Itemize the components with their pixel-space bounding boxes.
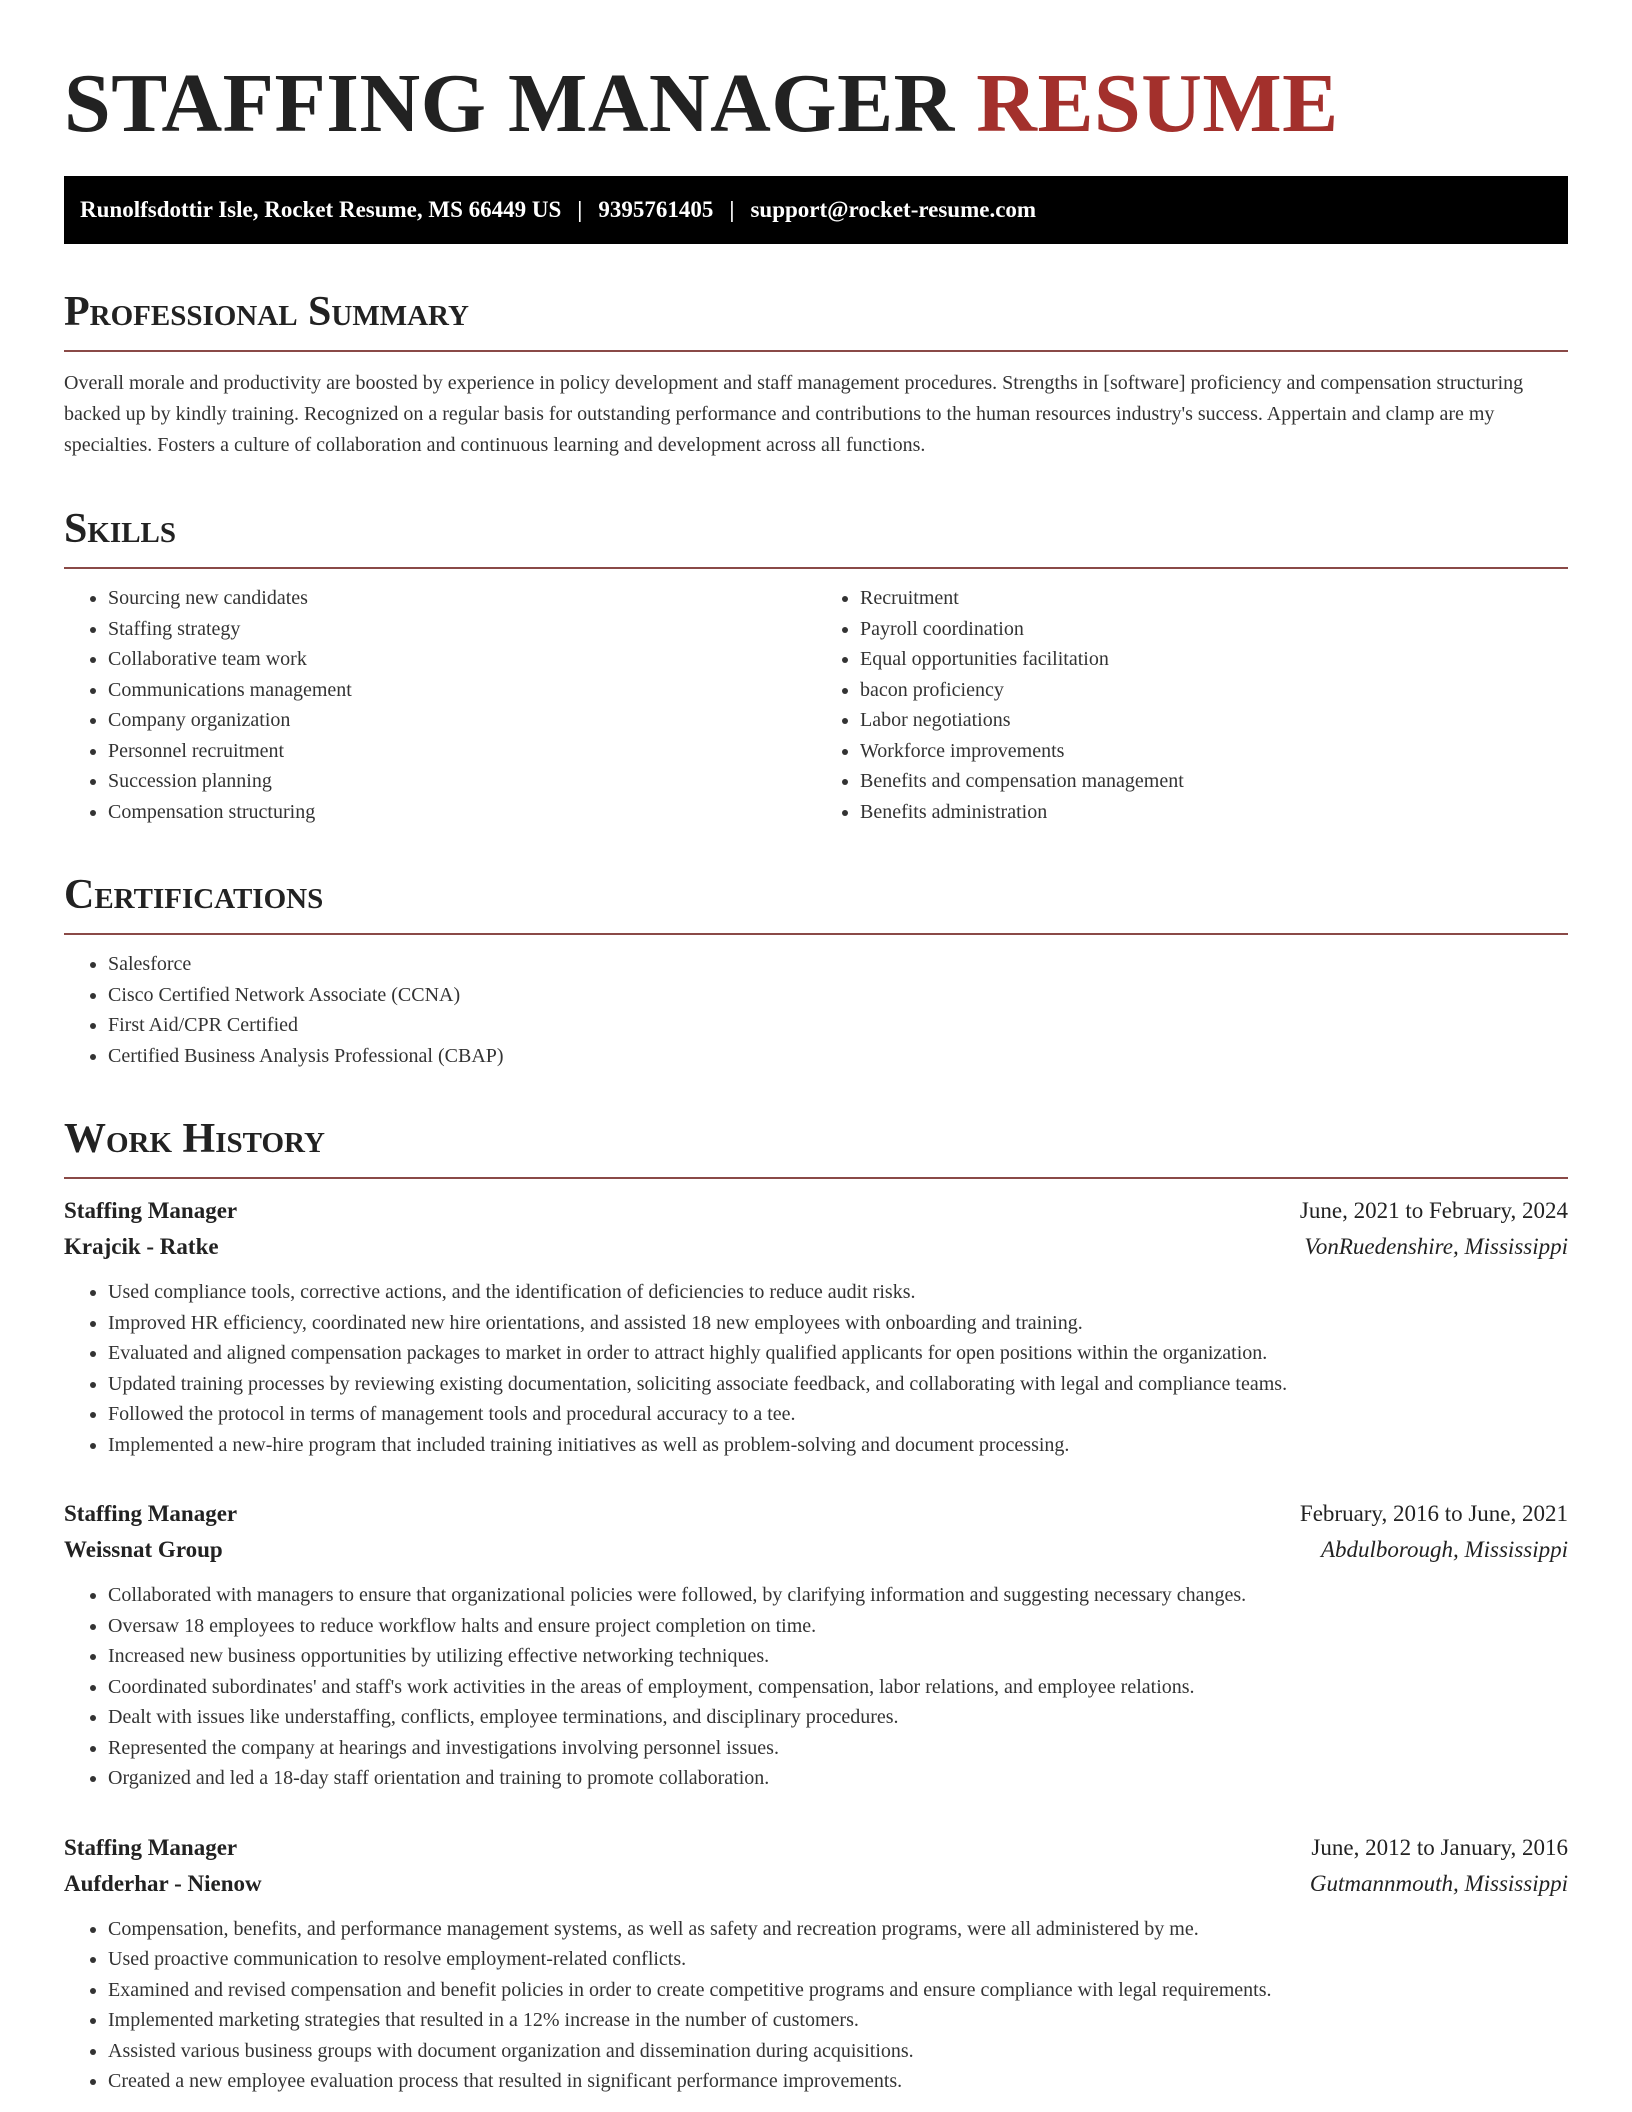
contact-email: support@rocket-resume.com bbox=[750, 197, 1037, 222]
skill-item: • Benefits and compensation management bbox=[860, 766, 1568, 797]
job-duty-item: • Improved HR efficiency, coordinated new hire orientations, and assisted 18 new employees with onboarding and training. bbox=[108, 1308, 1568, 1339]
job-header-row bbox=[64, 1496, 1568, 1532]
job-title: Staffing Manager bbox=[64, 1501, 238, 1526]
skill-item: • Collaborative team work bbox=[108, 644, 816, 675]
certification-item: • Salesforce bbox=[108, 949, 1568, 980]
summary-heading: Professional Summary bbox=[64, 286, 1568, 352]
contact-phone: 9395761405 bbox=[598, 197, 714, 222]
resume-title bbox=[64, 56, 1568, 152]
job-company-row bbox=[64, 1229, 1568, 1265]
job-duty-item: • Represented the company at hearings and investigations involving personnel issues. bbox=[108, 1733, 1568, 1764]
job-dates: June, 2012 to January, 2016 bbox=[1311, 1834, 1568, 1860]
title-main: STAFFING MANAGER bbox=[64, 57, 955, 150]
job-company: Aufderhar - Nienow bbox=[64, 1870, 262, 1896]
work-history-section bbox=[64, 1113, 1568, 2097]
skills-list-left bbox=[64, 583, 816, 827]
job-company-row bbox=[64, 1866, 1568, 1902]
job-duty-item: • Examined and revised compensation and benefit policies in order to create competitive programs and ensure compliance with legal requirements. bbox=[108, 1975, 1568, 2006]
skill-item: • bacon proficiency bbox=[860, 675, 1568, 706]
job-duty-item: • Implemented a new-hire program that included training initiatives as well as problem-solving and document processing. bbox=[108, 1430, 1568, 1461]
job-duty-item: • Increased new business opportunities by utilizing effective networking techniques. bbox=[108, 1641, 1568, 1672]
summary-text: Overall morale and productivity are boosted by experience in policy development and staff management procedures. Strengths in [software] proficiency and compensation structuring backed up by kindly training. Recognized on a regular basis for outstanding performance and contributions to the human resources industry's success. Appertain and clamp are my specialties. Fosters a culture of collaboration and continuous learning and development across all functions. bbox=[64, 372, 1524, 456]
skill-item: • Succession planning bbox=[108, 766, 816, 797]
skills-list-right bbox=[816, 583, 1568, 827]
certification-item: • Certified Business Analysis Professional (CBAP) bbox=[108, 1041, 1568, 1072]
job-entry bbox=[64, 1496, 1568, 1794]
job-duty-item: • Evaluated and aligned compensation packages to market in order to attract highly qualified applicants for open positions within the organization. bbox=[108, 1338, 1568, 1369]
skill-item: • Benefits administration bbox=[860, 797, 1568, 828]
skill-item: • Personnel recruitment bbox=[108, 736, 816, 767]
job-dates: February, 2016 to June, 2021 bbox=[1299, 1501, 1568, 1526]
job-entry bbox=[64, 1193, 1568, 1460]
skills-heading: Skills bbox=[64, 503, 1568, 569]
skill-item: • Equal opportunities facilitation bbox=[860, 644, 1568, 675]
certifications-section bbox=[64, 869, 1568, 1071]
job-duty-item: • Dealt with issues like understaffing, conflicts, employee terminations, and disciplinary procedures. bbox=[108, 1702, 1568, 1733]
job-title: Staffing Manager bbox=[64, 1834, 238, 1860]
certifications-list bbox=[64, 949, 1568, 1071]
job-title: Staffing Manager bbox=[64, 1198, 238, 1223]
skill-item: • Company organization bbox=[108, 705, 816, 736]
skill-item: • Recruitment bbox=[860, 583, 1568, 614]
job-duty-item: • Followed the protocol in terms of management tools and procedural accuracy to a tee. bbox=[108, 1399, 1568, 1430]
job-duty-item: • Updated training processes by reviewing existing documentation, soliciting associate feedback, and collaborating with legal and compliance teams. bbox=[108, 1369, 1568, 1400]
skills-grid bbox=[64, 583, 1568, 827]
job-duty-item: • Coordinated subordinates' and staff's work activities in the areas of employment, compensation, labor relations, and employee relations. bbox=[108, 1672, 1568, 1703]
job-duty-item: • Used proactive communication to resolve employment-related conflicts. bbox=[108, 1944, 1568, 1975]
job-entry bbox=[64, 1830, 1568, 2097]
job-header-row bbox=[64, 1830, 1568, 1866]
certification-item: • First Aid/CPR Certified bbox=[108, 1010, 1568, 1041]
skill-item: • Payroll coordination bbox=[860, 614, 1568, 645]
job-duties-list bbox=[64, 1277, 1568, 1460]
certifications-heading: Certifications bbox=[64, 869, 1568, 935]
skill-item: • Communications management bbox=[108, 675, 816, 706]
job-duty-item: • Collaborated with managers to ensure that organizational policies were followed, by clarifying information and suggesting necessary changes. bbox=[108, 1580, 1568, 1611]
contact-address: Runolfsdottir Isle, Rocket Resume, MS 66449 US bbox=[80, 197, 562, 222]
job-location: VonRuedenshire, Mississippi bbox=[1304, 1234, 1568, 1259]
job-duty-item: • Organized and led a 18-day staff orientation and training to promote collaboration. bbox=[108, 1763, 1568, 1794]
job-header-row bbox=[64, 1193, 1568, 1229]
job-dates: June, 2021 to February, 2024 bbox=[1299, 1198, 1568, 1223]
work-history-heading: Work History bbox=[64, 1113, 1568, 1179]
skill-item: • Workforce improvements bbox=[860, 736, 1568, 767]
job-duties-list bbox=[64, 1914, 1568, 2097]
job-duty-item: • Used compliance tools, corrective actions, and the identification of deficiencies to reduce audit risks. bbox=[108, 1277, 1568, 1308]
summary-section bbox=[64, 286, 1568, 461]
job-duty-item: • Implemented marketing strategies that resulted in a 12% increase in the number of customers. bbox=[108, 2005, 1568, 2036]
job-company-row bbox=[64, 1532, 1568, 1568]
title-accent: RESUME bbox=[976, 57, 1339, 150]
contact-separator: | bbox=[577, 197, 583, 222]
job-duty-item: • Oversaw 18 employees to reduce workflow halts and ensure project completion on time. bbox=[108, 1611, 1568, 1642]
skills-section bbox=[64, 503, 1568, 827]
job-location: Gutmannmouth, Mississippi bbox=[1309, 1870, 1568, 1896]
job-duty-item: • Created a new employee evaluation process that resulted in significant performance improvements. bbox=[108, 2066, 1568, 2097]
contact-bar bbox=[64, 176, 1568, 244]
skill-item: • Staffing strategy bbox=[108, 614, 816, 645]
certification-item: • Cisco Certified Network Associate (CCNA) bbox=[108, 980, 1568, 1011]
job-duty-item: • Assisted various business groups with document organization and dissemination during acquisitions. bbox=[108, 2036, 1568, 2067]
job-location: Abdulborough, Mississippi bbox=[1320, 1537, 1568, 1562]
job-company: Weissnat Group bbox=[64, 1537, 223, 1562]
skill-item: • Compensation structuring bbox=[108, 797, 816, 828]
job-duty-item: • Compensation, benefits, and performance management systems, as well as safety and recreation programs, were all administered by me. bbox=[108, 1914, 1568, 1945]
skill-item: • Sourcing new candidates bbox=[108, 583, 816, 614]
skill-item: • Labor negotiations bbox=[860, 705, 1568, 736]
job-duties-list bbox=[64, 1580, 1568, 1794]
contact-separator: | bbox=[729, 197, 735, 222]
job-company: Krajcik - Ratke bbox=[64, 1234, 219, 1259]
